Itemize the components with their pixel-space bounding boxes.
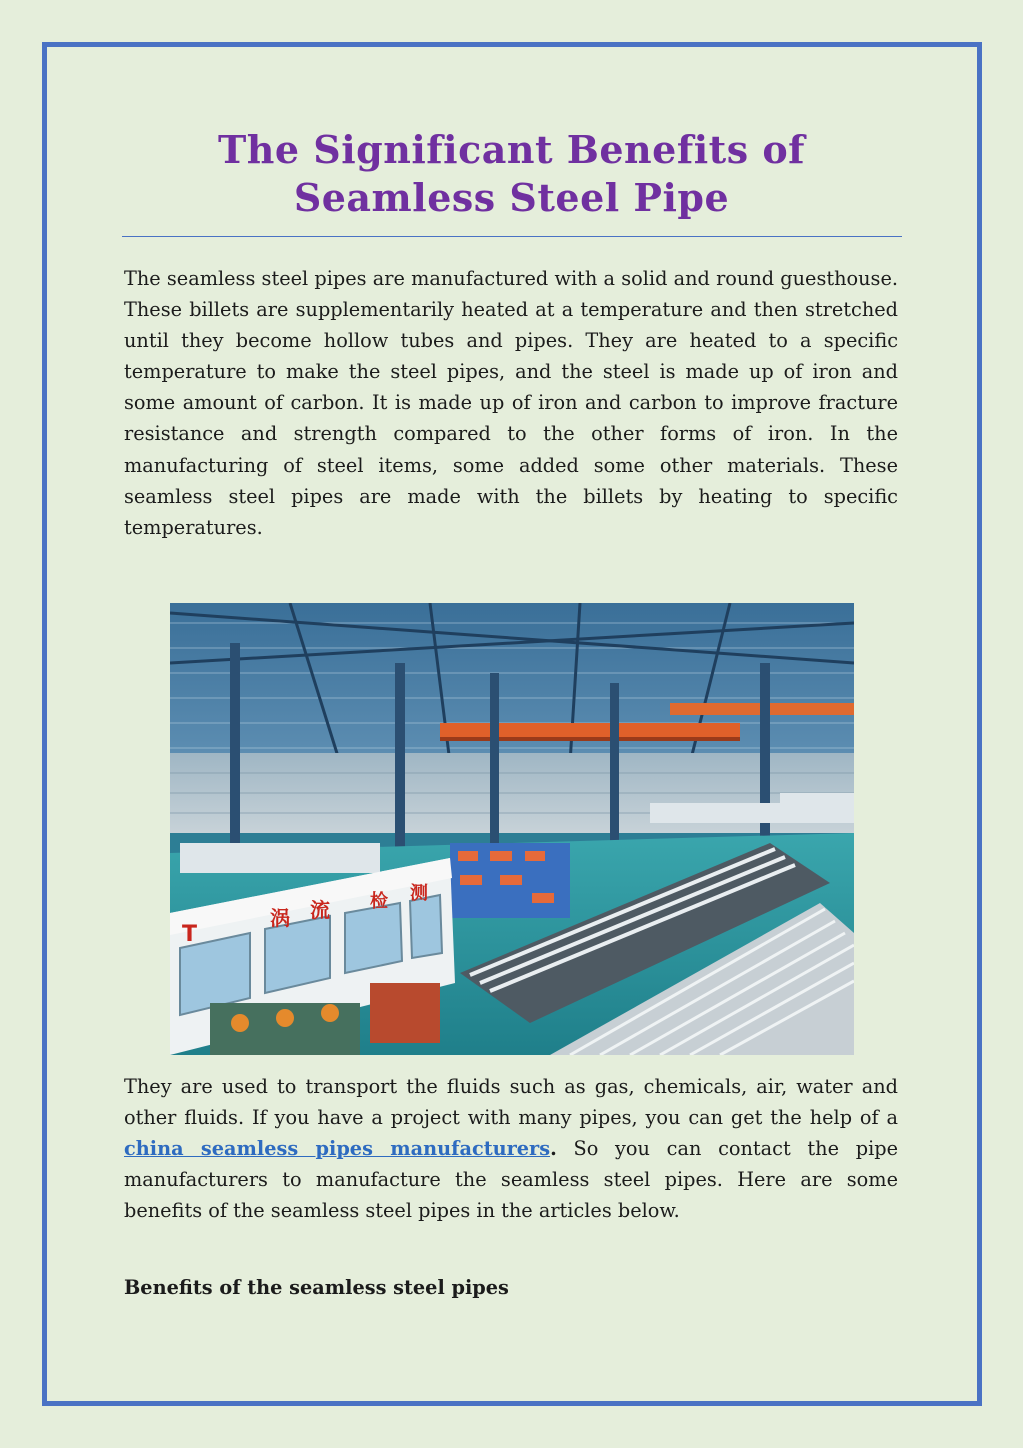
page-title-line-1: The Significant Benefits of: [217, 127, 806, 172]
manufacturers-link[interactable]: china seamless pipes manufacturers: [124, 1137, 551, 1161]
booth-sign-char-3: 检: [370, 891, 388, 912]
usage-paragraph: [124, 1071, 898, 1226]
booth-sign-char-2: 流: [310, 898, 330, 922]
section-heading: Benefits of the seamless steel pipes: [124, 1276, 509, 1299]
usage-paragraph-text-2: So you can contact the pipe manufacturers to manufacture the seamless steel pipes. Here are some benefits of the seamless steel pipes in the articles below.: [124, 1137, 898, 1223]
booth-sign-t: T: [182, 922, 198, 947]
usage-paragraph-text-1: They are used to transport the fluids such as gas, chemicals, air, water and other fluids. If you have a project with many pipes, you can get the help of a: [124, 1075, 898, 1130]
factory-photo-illustration: [170, 603, 854, 1055]
booth-sign-char-4: 测: [410, 883, 428, 904]
factory-photo: [170, 603, 854, 1055]
intro-paragraph: The seamless steel pipes are manufactured with a solid and round guesthouse. These billets are supplementarily heated at a temperature and then stretched until they become hollow tubes and pipes. They are heated to a specific temperature to make the steel pipes, and the steel is made up of iron and some amount of carbon. It is made up of iron and carbon to improve fracture resistance and strength compared to the other forms of iron. In the manufacturing of steel items, some added some other materials. These seamless steel pipes are made with the billets by heating to specific temperatures.: [124, 267, 898, 539]
page-title: [0, 126, 1023, 222]
title-divider: [122, 236, 902, 237]
page-title-line-2: Seamless Steel Pipe: [293, 175, 730, 220]
booth-sign-char-1: 涡: [270, 906, 290, 930]
usage-paragraph-period: .: [550, 1137, 557, 1161]
